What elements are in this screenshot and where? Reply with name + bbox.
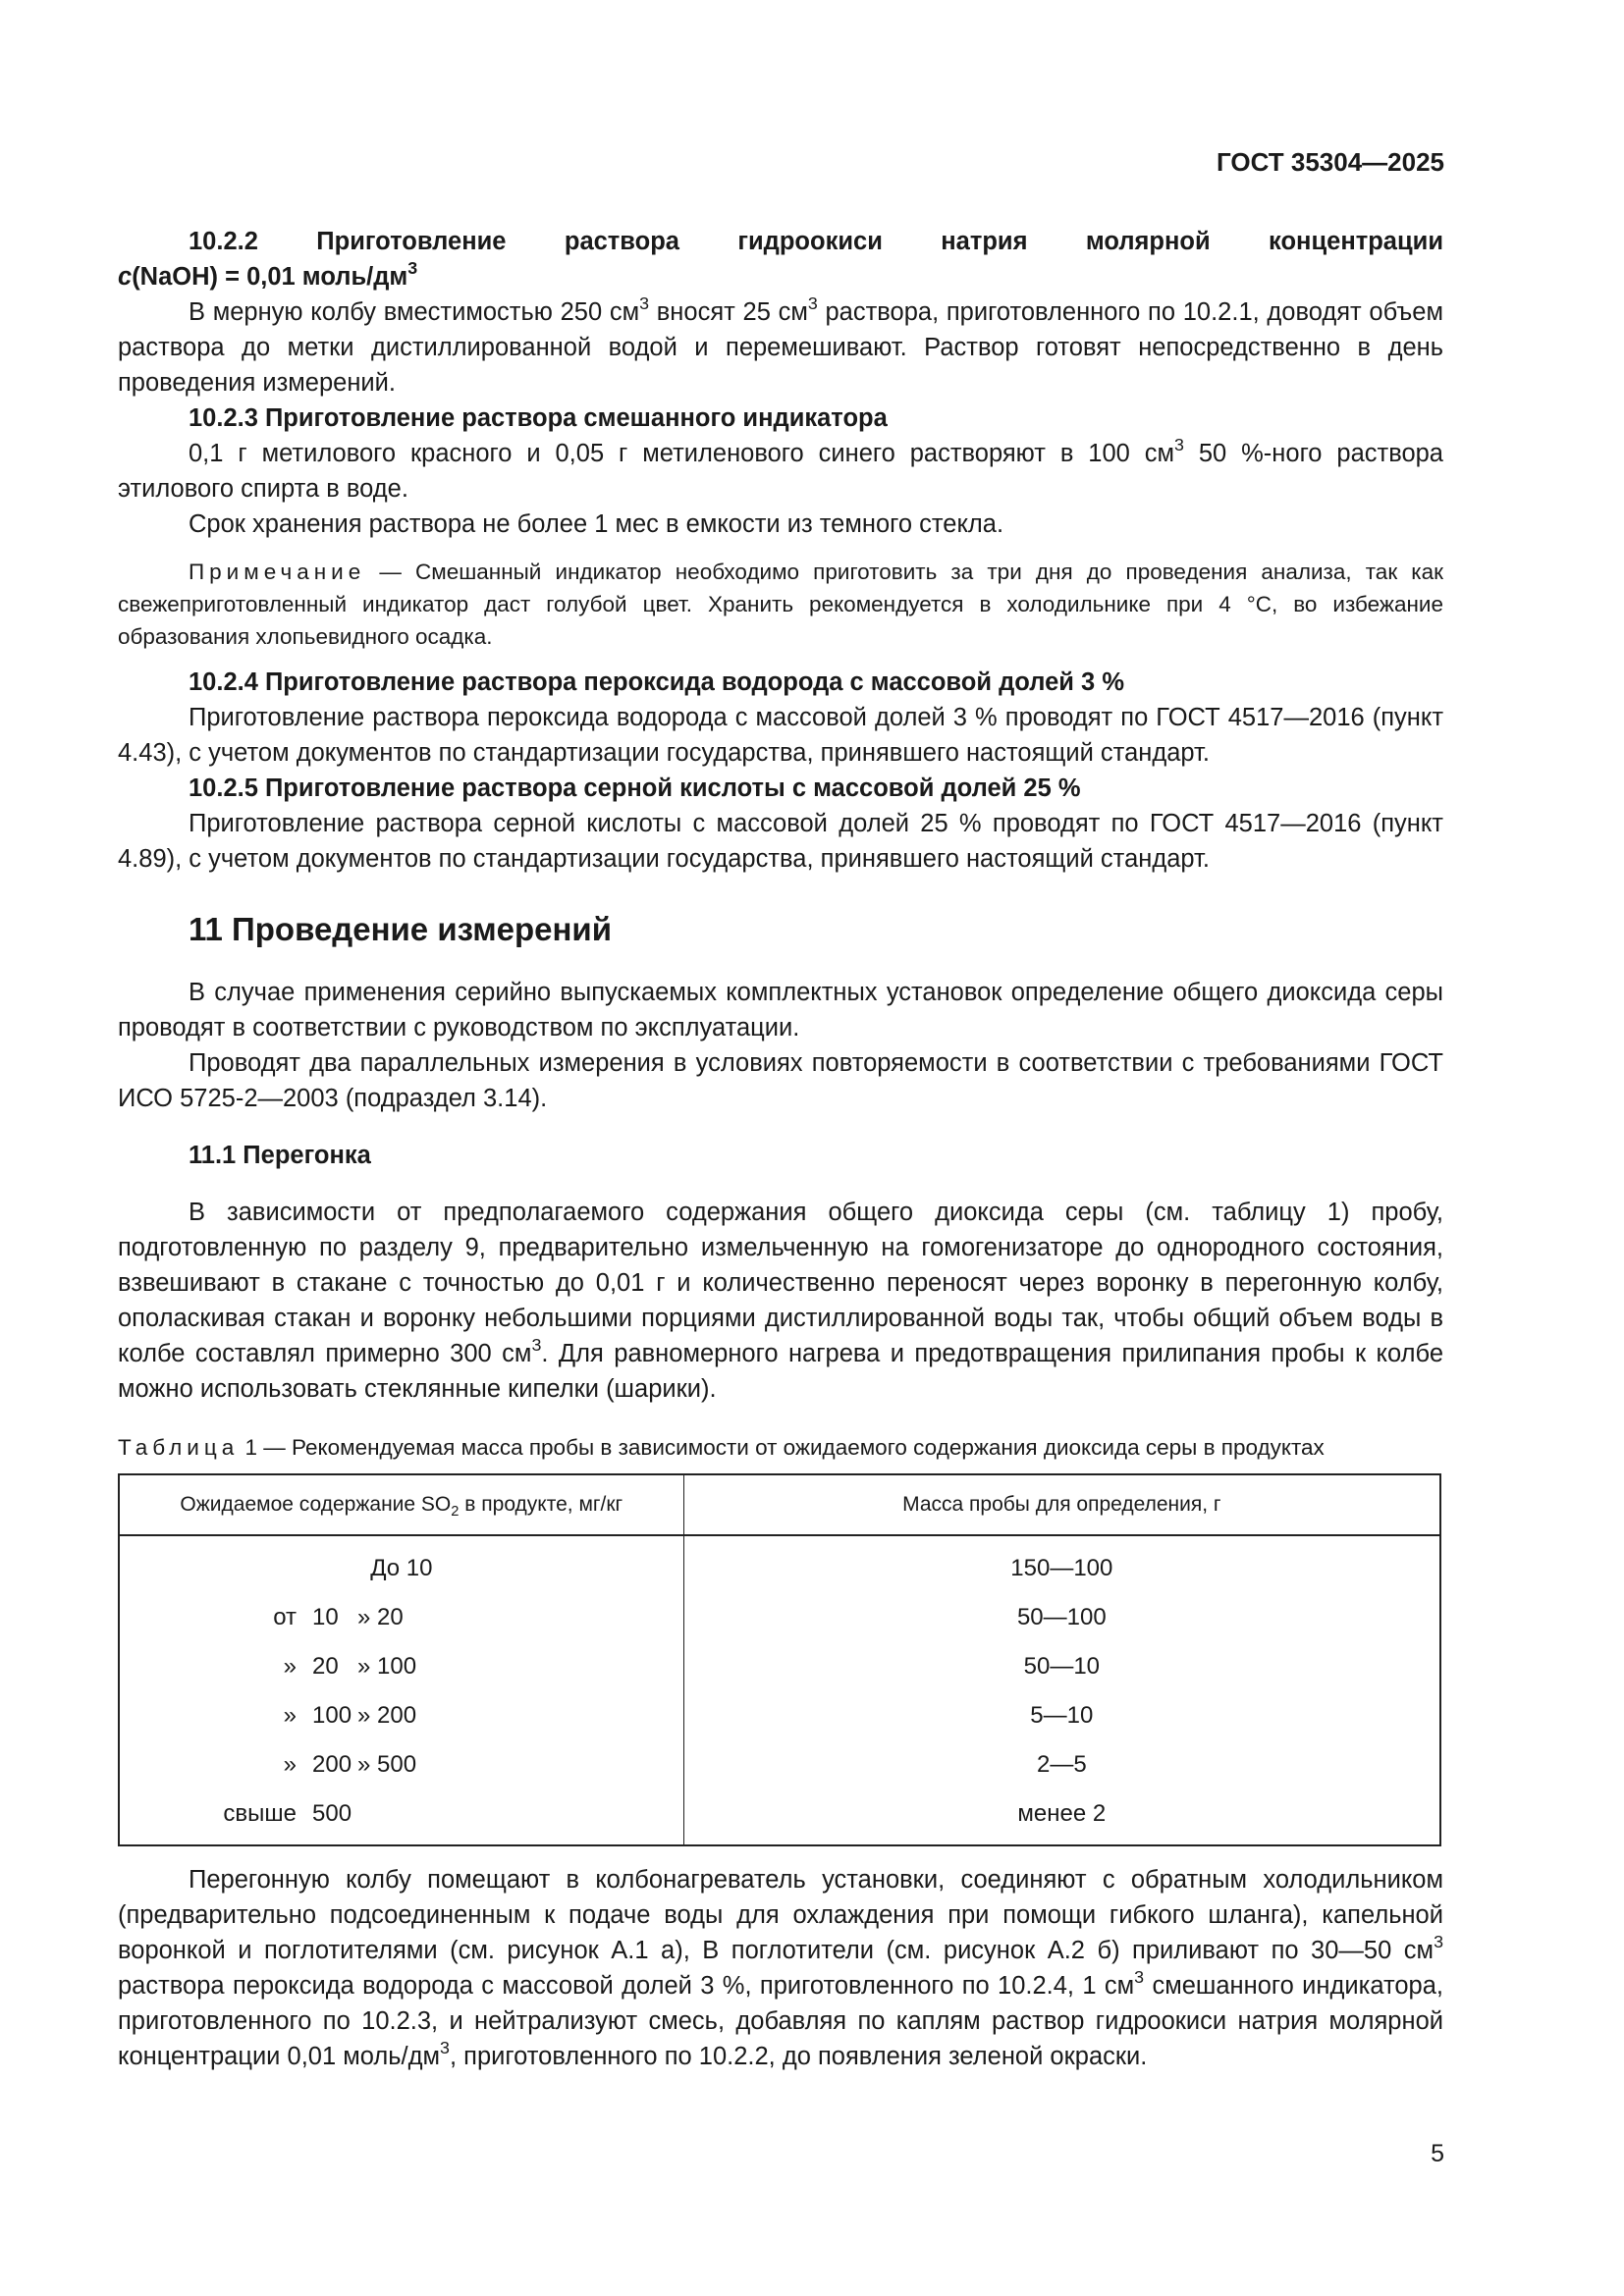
paragraph-10-2-2 (118, 294, 1443, 400)
table-header-so2-content (119, 1474, 683, 1535)
range-hi: » 20 (357, 1604, 404, 1630)
sample-mass-cell: 2—5 (1036, 1751, 1087, 1778)
paragraph-10-2-3-2: Срок хранения раствора не более 1 мес в емкости из темного стекла. (189, 510, 1004, 538)
paragraph-11-1-distillation (118, 1195, 1443, 1407)
range-hi: » 200 (357, 1702, 417, 1729)
sample-mass-table (118, 1473, 1441, 1846)
range-pre: от (273, 1604, 297, 1630)
sample-mass-cell: 50—100 (1016, 1604, 1107, 1630)
subsection-title-11-1: 11.1 Перегонка (189, 1142, 371, 1169)
range-lo: 500 (312, 1800, 352, 1827)
heading-10-2-2-line1: 10.2.2 Приготовление раствора гидроокиси натрия молярной концентрации (189, 228, 1443, 255)
text-run: В мерную колбу вместимостью 250 см (189, 298, 640, 326)
paragraph-10-2-4: Приготовление раствора пероксида водорода с массовой долей 3 % проводят по ГОСТ 4517—2016 (пункт 4.43), с учетом документов по стандартизации государства, принявшего настоящий стандарт. (118, 704, 1443, 767)
so2-range-cell (119, 1691, 683, 1740)
range-pre: » (283, 1702, 297, 1729)
table-row (119, 1593, 1440, 1642)
so2-range-cell (119, 1740, 683, 1789)
range-lo: 200 (312, 1751, 352, 1778)
sample-mass-cell: 150—100 (1010, 1555, 1113, 1581)
exponent: 3 (531, 1334, 542, 1355)
exponent: 3 (1134, 1966, 1145, 1987)
range-pre: » (283, 1653, 297, 1680)
range-pre: свыше (223, 1800, 297, 1827)
so2-range-cell (119, 1535, 683, 1593)
table-caption-text: 1 — Рекомендуемая масса пробы в зависимости от ожидаемого содержания диоксида серы в продуктах (239, 1435, 1325, 1460)
heading-formula: (NaOH) = 0,01 моль/дм (132, 263, 408, 291)
text-run: Ожидаемое содержание SO (180, 1493, 452, 1516)
paragraph-final (118, 1862, 1443, 2074)
heading-exponent: 3 (407, 257, 418, 278)
table-row (119, 1642, 1440, 1691)
text-run: Перегонную колбу помещают в колбонагреватель установки, соединяют с обратным холодильником (предварительно подсоединенным к подаче воды для охлаждения при помощи гибкого шланга), капельной воронкой и поглотителями (см. рисунок А.1 а), В поглотители (см. рисунок А.2 б) приливают по 30—50 см (118, 1866, 1443, 1964)
range-text: До 10 (370, 1555, 433, 1581)
range-hi: » 100 (357, 1653, 417, 1680)
heading-10-2-3: 10.2.3 Приготовление раствора смешанного индикатора (189, 404, 888, 432)
text-run: смешанного индикатора, приготовленного по 10.2.3, и нейтрализуют смесь, добавляя по каплям раствор гидроокиси натрия молярной концентрации 0,01 моль/дм (118, 1972, 1443, 2070)
table-header-sample-mass: Масса пробы для определения, г (683, 1474, 1440, 1535)
sample-mass-cell: 50—10 (1023, 1653, 1101, 1680)
text-run: раствора пероксида водорода с массовой долей 3 %, приготовленного по 10.2.4, 1 см (118, 1972, 1135, 2000)
table-row (119, 1535, 1440, 1593)
paragraph-10-2-5: Приготовление раствора серной кислоты с массовой долей 25 % проводят по ГОСТ 4517—2016 (пункт 4.89), с учетом документов по стандартизации государства, принявшего настоящий стандарт. (118, 810, 1443, 873)
paragraph-11-1: В случае применения серийно выпускаемых комплектных установок определение общего диоксида серы проводят в соответствии с руководством по эксплуатации. (118, 979, 1443, 1041)
range-lo: 10 (312, 1604, 339, 1630)
range-pre: » (283, 1751, 297, 1778)
exponent: 3 (807, 293, 818, 313)
document-code: ГОСТ 35304—2025 (1217, 147, 1444, 177)
page-content (118, 224, 1443, 2074)
exponent: 3 (639, 293, 650, 313)
text-run: 0,1 г метилового красного и 0,05 г метиленового синего растворяют в 100 см (189, 440, 1175, 467)
so2-range-cell (119, 1642, 683, 1691)
note-text: — Смешанный индикатор необходимо приготовить за три дня до проведения анализа, так как свежеприготовленный индикатор даст голубой цвет. Хранить рекомендуется в холодильнике при 4 °С, во избежание образования хлопьевидного осадка. (118, 560, 1443, 649)
text-run: . Для равномерного нагрева и предотвращения прилипания пробы к колбе можно использовать стеклянные кипелки (шарики). (118, 1340, 1444, 1403)
range-lo: 20 (312, 1653, 339, 1680)
table-row (119, 1789, 1440, 1845)
heading-10-2-5: 10.2.5 Приготовление раствора серной кислоты с массовой долей 25 % (189, 774, 1081, 802)
so2-range-cell (119, 1593, 683, 1642)
paragraph-11-2: Проводят два параллельных измерения в условиях повторяемости в соответствии с требованиями ГОСТ ИСО 5725-2—2003 (подраздел 3.14). (118, 1049, 1443, 1112)
text-run: 50 %-ного раствора этилового спирта в воде. (118, 440, 1443, 503)
page-number: 5 (1431, 2140, 1444, 2167)
table-caption-label: Таблица (118, 1435, 240, 1460)
table-row (119, 1740, 1440, 1789)
section-title-11: 11 Проведение измерений (189, 911, 612, 947)
note-label: Примечание (189, 560, 366, 584)
paragraph-10-2-3-1 (118, 436, 1443, 507)
text-run: В зависимости от предполагаемого содержания общего диоксида серы (см. таблицу 1) пробу, подготовленную по разделу 9, предварительно измельченную на гомогенизаторе до однородного состояния, взвешивают в стакане с точностью до 0,01 г и количественно переносят через воронку в перегонную колбу, ополаскивая стакан и воронку небольшими порциями дистиллированной воды так, чтобы общий объем воды в колбе составлял примерно 300 см (118, 1199, 1443, 1367)
sample-mass-cell: 5—10 (1030, 1702, 1094, 1729)
so2-range-cell (119, 1789, 683, 1845)
heading-10-2-2-line2 (118, 259, 1443, 294)
text-run: раствора, приготовленного по 10.2.1, доводят объем раствора до метки дистиллированной водой и перемешивают. Раствор готовят непосредственно в день проведения измерений. (118, 298, 1444, 397)
heading-c-symbol: c (118, 263, 133, 291)
table-row (119, 1691, 1440, 1740)
exponent: 3 (1174, 434, 1184, 454)
table-header-row (119, 1474, 1440, 1535)
text-run: вносят 25 см (649, 298, 808, 326)
exponent: 3 (1434, 1931, 1443, 1951)
exponent: 3 (440, 2037, 450, 2057)
text-run: , приготовленного по 10.2.2, до появления зеленой окраски. (449, 2043, 1148, 2070)
heading-10-2-4: 10.2.4 Приготовление раствора пероксида водорода с массовой долей 3 % (189, 668, 1124, 696)
range-hi: » 500 (357, 1751, 417, 1778)
sample-mass-cell: менее 2 (1017, 1800, 1107, 1827)
range-lo: 100 (312, 1702, 352, 1729)
note-10-2-3 (118, 556, 1443, 653)
subscript: 2 (451, 1504, 460, 1521)
text-run: в продукте, мг/кг (459, 1493, 623, 1516)
table-caption (118, 1432, 1443, 1464)
